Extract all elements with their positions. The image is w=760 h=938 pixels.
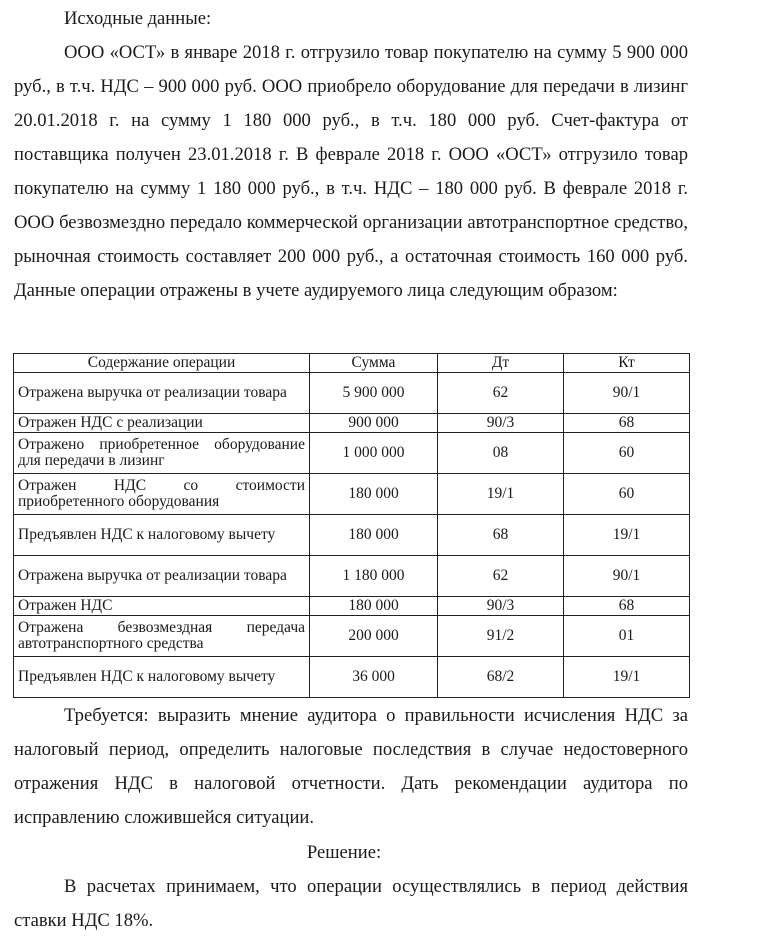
header-debit: Дт (438, 354, 564, 373)
intro-heading: Исходные данные: (64, 8, 212, 29)
table-row (14, 373, 690, 414)
header-credit: Кт (564, 354, 690, 373)
table-row (14, 474, 690, 515)
debit-cell: 62 (438, 556, 564, 597)
table-header-row (14, 354, 690, 373)
amount-cell: 180 000 (310, 597, 438, 616)
operation-cell: Предъявлен НДС к налоговому вычету (14, 515, 310, 556)
operation-cell: Предъявлен НДС к налоговому вычету (14, 657, 310, 698)
solution-heading: Решение: (306, 842, 382, 863)
debit-cell: 90/3 (438, 597, 564, 616)
table-row (14, 515, 690, 556)
amount-cell: 5 900 000 (310, 373, 438, 414)
operation-cell: Отражена выручка от реализации товара (14, 373, 310, 414)
operation-cell: Отражен НДС (14, 597, 310, 616)
task-paragraph: Требуется: выразить мнение аудитора о правильности исчисления НДС за налоговый период, определить налоговые последствия в случае недостоверного отражения НДС в налоговой отчетности. Дать рекомендации аудитора по исправлению сложившейся ситуации. (14, 705, 688, 828)
credit-cell: 60 (564, 433, 690, 474)
credit-cell: 19/1 (564, 515, 690, 556)
amount-cell: 36 000 (310, 657, 438, 698)
operation-cell: Отражена безвозмездная передача автотранспортного средства (14, 616, 310, 657)
table-row (14, 414, 690, 433)
credit-cell: 01 (564, 616, 690, 657)
operations-table (13, 353, 690, 698)
operation-cell: Отражен НДС с реализации (14, 414, 310, 433)
amount-cell: 180 000 (310, 515, 438, 556)
debit-cell: 68 (438, 515, 564, 556)
table-row (14, 657, 690, 698)
table-row (14, 556, 690, 597)
header-amount: Сумма (310, 354, 438, 373)
credit-cell: 90/1 (564, 556, 690, 597)
credit-cell: 68 (564, 414, 690, 433)
debit-cell: 19/1 (438, 474, 564, 515)
amount-cell: 200 000 (310, 616, 438, 657)
solution-paragraph: В расчетах принимаем, что операции осуществлялись в период действия ставки НДС 18%. (14, 876, 688, 931)
debit-cell: 91/2 (438, 616, 564, 657)
debit-cell: 08 (438, 433, 564, 474)
credit-cell: 60 (564, 474, 690, 515)
amount-cell: 180 000 (310, 474, 438, 515)
amount-cell: 1 000 000 (310, 433, 438, 474)
intro-paragraph: ООО «ОСТ» в январе 2018 г. отгрузило товар покупателю на сумму 5 900 000 руб., в т.ч. НДС – 900 000 руб. ООО приобрело оборудование для передачи в лизинг 20.01.2018 г. на сумму 1 180 000 руб., в т.ч. 180 000 руб. Счет-фактура от поставщика получен 23.01.2018 г. В феврале 2018 г. ООО «ОСТ» отгрузило товар покупателю на сумму 1 180 000 руб., в т.ч. НДС – 180 000 руб. В феврале 2018 г. ООО безвозмездно передало коммерческой организации автотранспортное средство, рыночная стоимость составляет 200 000 руб., а остаточная стоимость 160 000 руб. Данные операции отражены в учете аудируемого лица следующим образом: (14, 42, 688, 301)
operation-cell: Отражена выручка от реализации товара (14, 556, 310, 597)
amount-cell: 1 180 000 (310, 556, 438, 597)
table-row (14, 616, 690, 657)
debit-cell: 68/2 (438, 657, 564, 698)
header-operation: Содержание операции (14, 354, 310, 373)
credit-cell: 19/1 (564, 657, 690, 698)
debit-cell: 62 (438, 373, 564, 414)
debit-cell: 90/3 (438, 414, 564, 433)
amount-cell: 900 000 (310, 414, 438, 433)
credit-cell: 68 (564, 597, 690, 616)
credit-cell: 90/1 (564, 373, 690, 414)
operation-cell: Отражено приобретенное оборудование для передачи в лизинг (14, 433, 310, 474)
table-row (14, 433, 690, 474)
operation-cell: Отражен НДС со стоимости приобретенного оборудования (14, 474, 310, 515)
table-row (14, 597, 690, 616)
